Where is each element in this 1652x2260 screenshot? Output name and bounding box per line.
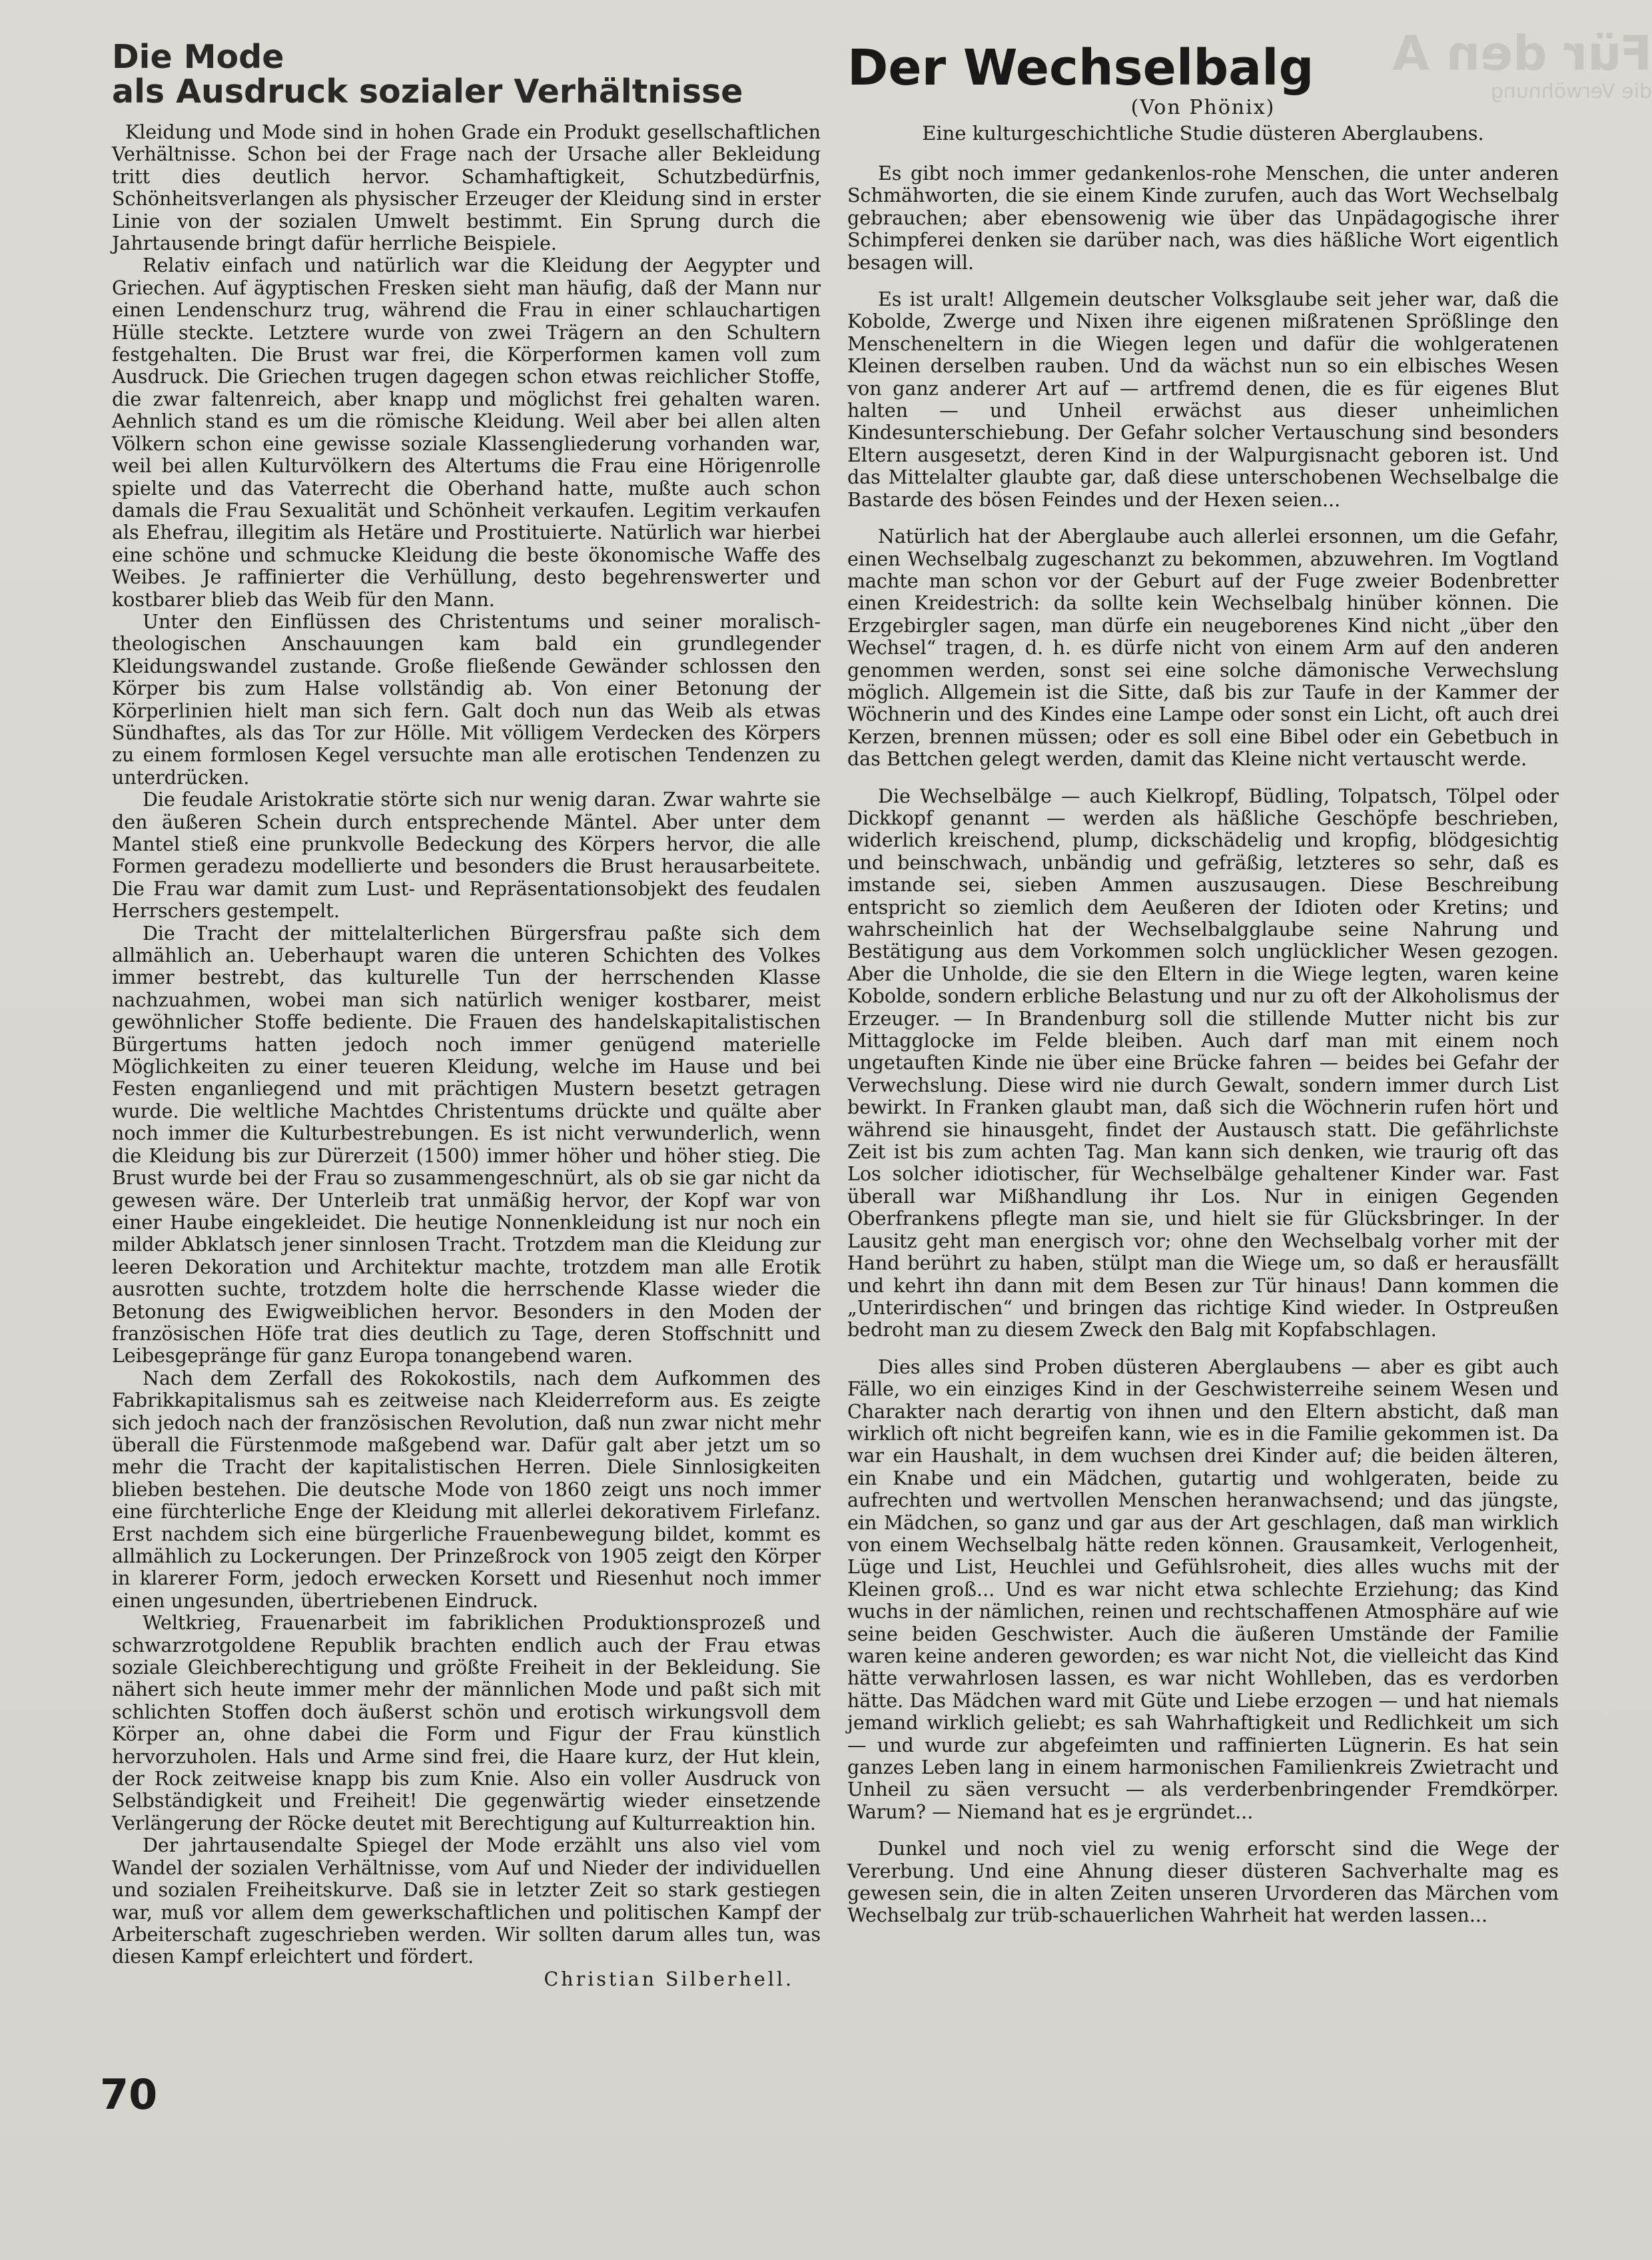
show-through-text: Für den A die Verwöhnung xyxy=(1392,25,1652,103)
left-article-title xyxy=(112,40,821,109)
left-paragraph: Die Tracht der mittelalterlichen Bürgersfrau paßte sich dem allmählich an. Ueberhaupt waren die unteren Schichten des Volkes immer bestrebt, das kulturelle Tun der herrschenden Klasse nachzuahmen, wobei man sich natürlich weniger kostbarer, meist gewöhnlicher Stoffe bediente. Die Frauen des handelskapitalistischen Bürgertums hatten jedoch noch immer genügend materielle Möglichkeiten zu einer teueren Kleidung, welche im Hause und bei Festen enganliegend und mit prächtigen Mustern besetzt getragen wurde. Die weltliche Machtdes Christentums drückte und quälte aber noch immer die Kulturbestrebungen. Es ist nicht verwunderlich, wenn die Kleidung bis zur Dürerzeit (1500) immer höher und höher stieg. Die Brust wurde bei der Frau so zusammengeschnürt, als ob sie gar nicht da gewesen wäre. Der Unterleib trat unmäßig hervor, der Kopf war von einer Haube eingekleidet. Die heutige Nonnenkleidung ist nur noch ein milder Abklatsch jener sinnlosen Tracht. Trotzdem man die Kleidung zur leeren Dekoration und Architektur machte, trotzdem man alle Erotik ausrotten suchte, trotzdem holte die herrschende Klasse wieder die Betonung des Ewigweiblichen hervor. Besonders in den Moden der französischen Höfe trat dies deutlich zu Tage, deren Stoffschnitt und Leibesgepränge für ganz Europa tonangebend waren. xyxy=(112,922,821,1367)
right-article-subtitle: Eine kulturgeschichtliche Studie düsteren Aberglaubens. xyxy=(922,122,1484,145)
left-title-line-2: als Ausdruck sozialer Verhältnisse xyxy=(112,73,743,111)
left-paragraph: Nach dem Zerfall des Rokokostils, nach dem Aufkommen des Fabrikkapitalismus sah es zeitweise nach Kleiderreform aus. Es zeigte sich jedoch nach der französischen Revolution, daß nun zwar nicht mehr überall die Fürstenmode maßgebend war. Dafür galt aber jetzt um so mehr die Tracht der kapitalistischen Herren. Diele Sinnlosigkeiten blieben bestehen. Die deutsche Mode von 1860 zeigt uns noch immer eine fürchterliche Enge der Kleidung mit allerlei dekorativem Firlefanz. Erst nachdem sich eine bürgerliche Frauenbewegung bildet, kommt es allmählich zu Lockerungen. Der Prinzeßrock von 1905 zeigt den Körper in klarerer Form, jedoch erwecken Korsett und Riesenhut noch immer einen ungesunden, übertriebenen Eindruck. xyxy=(112,1367,821,1612)
left-title-line-1: Die Mode xyxy=(112,38,284,76)
right-article xyxy=(847,40,1559,1942)
left-paragraph: Der jahrtausendalte Spiegel der Mode erzählt uns also viel vom Wandel der sozialen Verhältnisse, vom Auf und Nieder der individuellen und sozialen Freiheitskurve. Daß sie in letzter Zeit so stark gestiegen war, muß vor allem dem gewerkschaftlichen und politischen Kampf der Arbeiterschaft zugeschrieben werden. Wir sollten darum alles tun, was diesen Kampf erleichtert und fördert. xyxy=(112,1834,821,1968)
right-paragraph: Natürlich hat der Aberglaube auch allerlei ersonnen, um die Gefahr, einen Wechselbalg zugeschanzt zu bekommen, abzuwehren. Im Vogtland machte man schon vor der Geburt auf der Fuge zweier Bodenbretter einen Kreidestrich: da sollte kein Wechselbalg hinüber können. Die Erzgebirgler sagen, man dürfe ein neugeborenes Kind nicht „über den Wechsel“ tragen, d. h. es dürfe nicht von einem Arm auf den anderen genommen werden, sonst sei eine solche dämonische Verwechslung möglich. Allgemein ist die Sitte, daß bis zur Taufe in der Kammer der Wöchnerin und des Kindes eine Lampe oder sonst ein Licht, oft auch drei Kerzen, brennen müssen; oder es soll eine Bibel oder ein Gebetbuch in das Bettchen gelegt werden, damit das Kleine nicht vertauscht werde. xyxy=(847,526,1559,771)
left-article-author: Christian Silberhell. xyxy=(544,1968,794,1990)
left-article xyxy=(112,40,821,1990)
left-paragraph: Die feudale Aristokratie störte sich nur wenig daran. Zwar wahrte sie den äußeren Schein durch entsprechende Mäntel. Aber unter dem Mantel stieß eine prunkvolle Bedeckung des Körpers hervor, die alle Formen geradezu modellierte und besonders die Brust herausarbeitete. Die Frau war damit zum Lust- und Repräsentationsobjekt des feudalen Herrschers gestempelt. xyxy=(112,789,821,923)
right-paragraph: Dunkel und noch viel zu wenig erforscht sind die Wege der Vererbung. Und eine Ahnung dieser düsteren Sachverhalte mag es gewesen sein, die in alten Zeiten unseren Urvorderen das Märchen vom Wechselbalg zur trüb-schauerlichen Wahrheit hat werden lassen... xyxy=(847,1838,1559,1927)
right-paragraph: Die Wechselbälge — auch Kielkropf, Büdling, Tolpatsch, Tölpel oder Dickkopf genannt — werden als häßliche Geschöpfe beschrieben, widerlich kreischend, plump, dickschädelig und kropfig, blödgesichtig und beinschwach, unbändig und gefräßig, letzteres so sehr, daß es imstande sei, sieben Ammen auszusaugen. Diese Beschreibung entspricht so ziemlich dem Aeußeren der Idioten oder Kretins; und wahrscheinlich hat der Wechselbalgglaube seine Nahrung und Bestätigung aus dem Vorkommen solch unglücklicher Wesen gezogen. Aber die Unholde, die sie den Eltern in die Wiege legten, waren keine Kobolde, sondern erbliche Belastung und nur zu oft der Alkoholismus der Erzeuger. — In Brandenburg soll die stillende Mutter nicht bis zur Mittagglocke im Felde bleiben. Auch darf man mit einem noch ungetauften Kinde nie über eine Brücke fahren — beides bei Gefahr der Verwechslung. Diese wird nie durch Gewalt, sondern immer durch List bewirkt. In Franken glaubt man, daß sich die Wöchnerin rufen hört und während sie hinausgeht, findet der Austausch statt. Die gefährlichste Zeit ist bis zum achten Tag. Man kann sich denken, wie traurig oft das Los solcher idiotischer, für Wechselbälge gehaltener Kinder war. Fast überall war Mißhandlung ihr Los. Nur in einigen Gegenden Oberfrankens pflegte man sie, und hielt sie für Glücksbringer. In der Lausitz geht man energisch vor; ohne den Wechselbalg vorher mit der Hand berührt zu haben, stülpt man die Wiege um, so daß er herausfällt und kehrt ihn dann mit dem Besen zur Tür hinaus! Dann kommen die „Unterirdischen“ und bringen das richtige Kind wieder. In Ostpreußen bedroht man zu diesem Zweck den Balg mit Kopfabschlagen. xyxy=(847,785,1559,1341)
right-paragraph: Es gibt noch immer gedankenlos-rohe Menschen, die unter anderen Schmähworten, die sie einem Kinde zurufen, auch das Wort Wechselbalg gebrauchen; aber ebensowenig wie über das Unpädagogische ihrer Schimpferei denken sie darüber nach, was dies häßliche Wort eigentlich besagen will. xyxy=(847,163,1559,274)
left-paragraph: Weltkrieg, Frauenarbeit im fabriklichen Produktionsprozeß und schwarzrotgoldene Republik brachten endlich auch der Frau etwas soziale Gleichberechtigung und größte Freiheit in der Bekleidung. Sie nähert sich heute immer mehr der männlichen Mode und paßt sich mit schlichten Stoffen doch äußerst schön und erotisch wirkungsvoll dem Körper an, ohne dabei die Form und Figur der Frau künstlich hervorzuholen. Hals und Arme sind frei, die Haare kurz, der Hut klein, der Rock zeitweise knapp bis zum Knie. Also ein voller Ausdruck von Selbständigkeit und Freiheit! Die gegenwärtig wieder einsetzende Verlängerung der Röcke deutet mit Berechtigung auf Kulturreaktion hin. xyxy=(112,1612,821,1834)
left-paragraph: Relativ einfach und natürlich war die Kleidung der Aegypter und Griechen. Auf ägyptischen Fresken sieht man häufig, daß der Mann nur einen Lendenschurz trug, während die Frau in einer schlauchartigen Hülle steckte. Letztere wurde von zwei Trägern an den Schultern festgehalten. Die Brust war frei, die Körperformen kamen voll zum Ausdruck. Die Griechen trugen dagegen schon etwas reichlicher Stoffe, die zwar faltenreich, aber knapp und möglichst frei gehalten waren. Aehnlich stand es um die römische Kleidung. Weil aber bei allen alten Völkern schon eine gewisse soziale Klassengliederung vorhanden war, weil bei allen Kulturvölkern des Altertums die Frau eine Hörigenrolle spielte und das Vaterrecht die Oberhand hatte, mußte auch schon damals die Frau Sexualität und Schönheit verkaufen. Legitim verkaufen als Ehefrau, illegitim als Hetäre und Prostituierte. Natürlich war hierbei eine schöne und schmucke Kleidung die beste ökonomische Waffe des Weibes. Je raffinierter die Verhüllung, desto begehrenswerter und kostbarer blieb das Weib für den Mann. xyxy=(112,254,821,611)
left-paragraph: Unter den Einflüssen des Christentums und seiner moralisch-theologischen Anschauungen kam bald ein grundlegender Kleidungswandel zustande. Große fließende Gewänder schlossen den Körper bis zum Halse vollständig ab. Von einer Betonung der Körperlinien hielt man sich fern. Galt doch nun das Weib als etwas Sündhaftes, als das Tor zur Hölle. Mit völligem Verdecken des Körpers zu einem formlosen Kegel versuchte man alle erotischen Tendenzen zu unterdrücken. xyxy=(112,610,821,789)
right-paragraph: Dies alles sind Proben düsteren Aberglaubens — aber es gibt auch Fälle, wo ein einziges Kind in der Geschwisterreihe seinem Wesen und Charakter nach derartig von ihnen und den Eltern absticht, daß man wirklich oft nicht begreifen kann, wie es in die Familie gekommen ist. Da war ein Haushalt, in dem wuchsen drei Kinder auf; die beiden älteren, ein Knabe und ein Mädchen, gutartig und wohlgeraten, beide zu aufrechten und wertvollen Menschen heranwachsend; und das jüngste, ein Mädchen, so ganz und gar aus der Art geschlagen, daß man wirklich von einem Wechselbalg hätte reden können. Grausamkeit, Verlogenheit, Lüge und List, Heuchlei und Gefühlsroheit, dies alles wuchs mit der Kleinen groß... Und es war nicht etwa schlechte Erziehung; das Kind wuchs in der nämlichen, reinen und rechtschaffenen Atmosphäre auf wie seine beiden Geschwister. Auch die äußeren Umstände der Familie waren keine anderen geworden; es war nicht Not, die vielleicht das Kind hätte verwahrlosen lassen, es war nicht Wohlleben, das es verdorben hätte. Das Mädchen ward mit Güte und Liebe erzogen — und hat niemals jemand wirklich geliebt; es sah Wahrhaftigkeit und Redlichkeit um sich — und wurde zur abgefeimten und raffinierten Lügnerin. Es hat sein ganzes Leben lang in einem harmonischen Familienkreis Zwietracht und Unheil zu säen versucht — als verderbenbringender Fremdkörper. Warum? — Niemand hat es je ergründet... xyxy=(847,1355,1559,1823)
right-article-byline: (Von Phönix) xyxy=(1130,96,1276,119)
page-number: 70 xyxy=(100,2070,158,2119)
left-paragraph: Kleidung und Mode sind in hohen Grade ein Produkt gesellschaftlichen Verhältnisse. Schon bei der Frage nach der Ursache aller Bekleidung tritt dies deutlich hervor. Schamhaftigkeit, Schutzbedürfnis, Schönheitsverlangen als physischer Erzeuger der Kleidung sind in erster Linie von der sozialen Umwelt bestimmt. Ein Sprung durch die Jahrtausende bringt dafür herrliche Beispiele. xyxy=(112,121,821,255)
right-article-title: Der Wechselbalg xyxy=(847,39,1314,97)
right-paragraph: Es ist uralt! Allgemein deutscher Volksglaube seit jeher war, daß die Kobolde, Zwerge und Nixen ihre eigenen mißratenen Sprößlinge den Menscheneltern in die Wiegen legen und dafür die wohlgeratenen Kleinen derselben rauben. Und da wächst nun so ein elbisches Wesen von ganz anderer Art auf — artfremd denen, die es für eigenes Blut halten — und Unheil erwächst aus dieser unheimlichen Kindesunterschiebung. Der Gefahr solcher Vertauschung sind besonders Eltern ausgesetzt, deren Kind in der Walpurgisnacht geboren ist. Und das Mittelalter glaubte gar, daß diese unterschobenen Wechselbalge die Bastarde des bösen Feindes und der Hexen seien... xyxy=(847,288,1559,511)
